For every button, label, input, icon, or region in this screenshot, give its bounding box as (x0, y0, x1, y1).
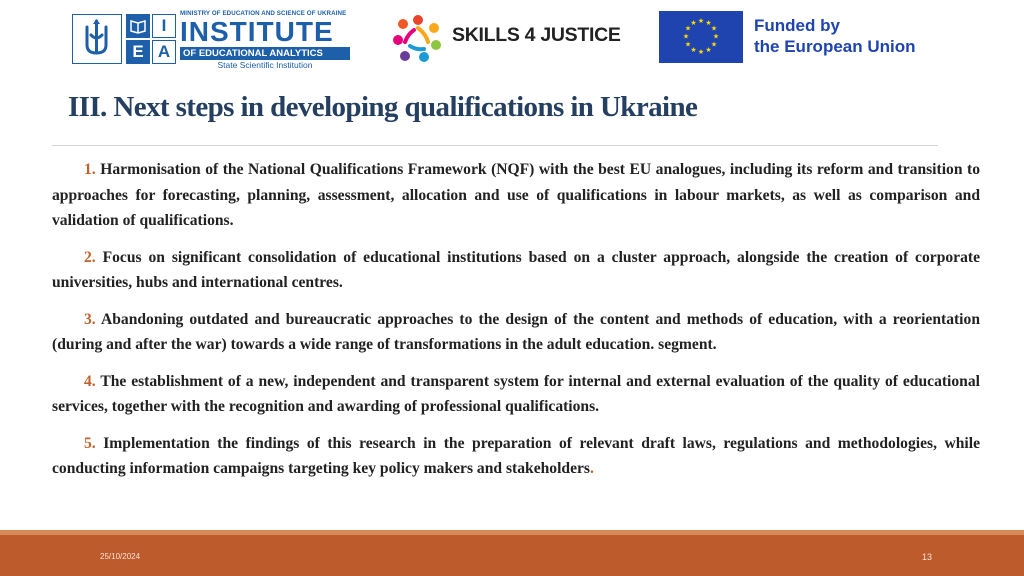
item-text: Focus on significant consolidation of educational institutions based on a cluster approach, alongside the creation of corporate universities, hubs and international centres. (52, 248, 980, 291)
footer-bar (0, 535, 1024, 576)
skills-4-justice-logo (390, 12, 621, 62)
iea-letter-e: E (126, 40, 150, 64)
svg-text:★: ★ (684, 24, 692, 33)
svg-text:★: ★ (697, 48, 705, 56)
svg-text:★: ★ (682, 32, 690, 41)
item-text: Harmonisation of the National Qualifications Framework (NQF) with the best EU analogues, including its reform and transition to approaches for forecasting, planning, assessment, allocation and use of qualifications in labour markets, as well as comparison and validation of qualifications. (52, 161, 981, 229)
item-text: Implementation the findings of this research in the preparation of relevant draft laws, regulations and methodologies, while conducting information campaigns targeting key policy makers and stakeholders (52, 434, 980, 477)
list-item (52, 369, 980, 420)
item-end-period: . (590, 460, 594, 477)
svg-text:★: ★ (690, 19, 697, 27)
iea-state-text: State Scientific Institution (217, 60, 313, 70)
iea-letter-a: A (152, 40, 176, 64)
iea-institute-text: INSTITUTE (180, 16, 334, 47)
iea-logo-text (180, 10, 350, 70)
next-steps-list (52, 157, 980, 493)
eu-funded-text (754, 15, 916, 57)
item-number: 2. (84, 248, 96, 266)
eu-funding-logo (659, 11, 959, 63)
svg-text:★: ★ (712, 32, 720, 41)
svg-text:★: ★ (705, 19, 712, 27)
item-text: Abandoning outdated and bureaucratic approaches to the design of the content and methods of education, with a reorientation (during and after the war) towards a wide range of transformations in the adult education. segment. (52, 310, 980, 353)
iea-letter-i: I (152, 14, 176, 38)
svg-text:★: ★ (684, 40, 692, 49)
item-number: 5. (84, 434, 96, 452)
iea-letter-grid (126, 14, 176, 64)
people-circle-icon (390, 12, 446, 62)
svg-text:★: ★ (705, 46, 712, 54)
skills-4-justice-text: SKILLS 4 JUSTICE (452, 24, 621, 46)
iea-subtitle-text: OF EDUCATIONAL ANALYTICS (180, 47, 350, 60)
list-item (52, 245, 980, 296)
iea-ministry-text: MINISTRY OF EDUCATION AND SCIENCE OF UKRAINE (180, 10, 347, 17)
item-text: The establishment of a new, independent and transparent system for internal and external evaluation of the quality of educational services, together with the recognition and awarding of professional qualifications. (52, 372, 980, 415)
title-divider (52, 145, 938, 146)
svg-text:★: ★ (710, 24, 718, 33)
item-number: 3. (84, 310, 96, 328)
list-item (52, 307, 980, 358)
page-title: III. Next steps in developing qualifications in Ukraine (68, 91, 698, 123)
svg-text:★: ★ (697, 17, 705, 25)
logo-bar (0, 8, 1024, 68)
item-number: 4. (84, 372, 96, 390)
svg-text:★: ★ (690, 46, 697, 54)
list-item (52, 431, 980, 482)
eu-funded-line1: Funded by (754, 16, 840, 35)
page-number: 13 (922, 552, 933, 562)
svg-text:★: ★ (710, 40, 718, 49)
institute-educational-analytics-logo (72, 10, 347, 70)
ukraine-trident-icon (72, 14, 122, 64)
eu-flag-icon (659, 11, 743, 63)
list-item (52, 157, 980, 234)
eu-funded-line2: the European Union (754, 37, 916, 56)
book-icon (126, 14, 150, 38)
item-number: 1. (84, 161, 96, 178)
footer-date: 25/10/2024 (100, 552, 141, 561)
